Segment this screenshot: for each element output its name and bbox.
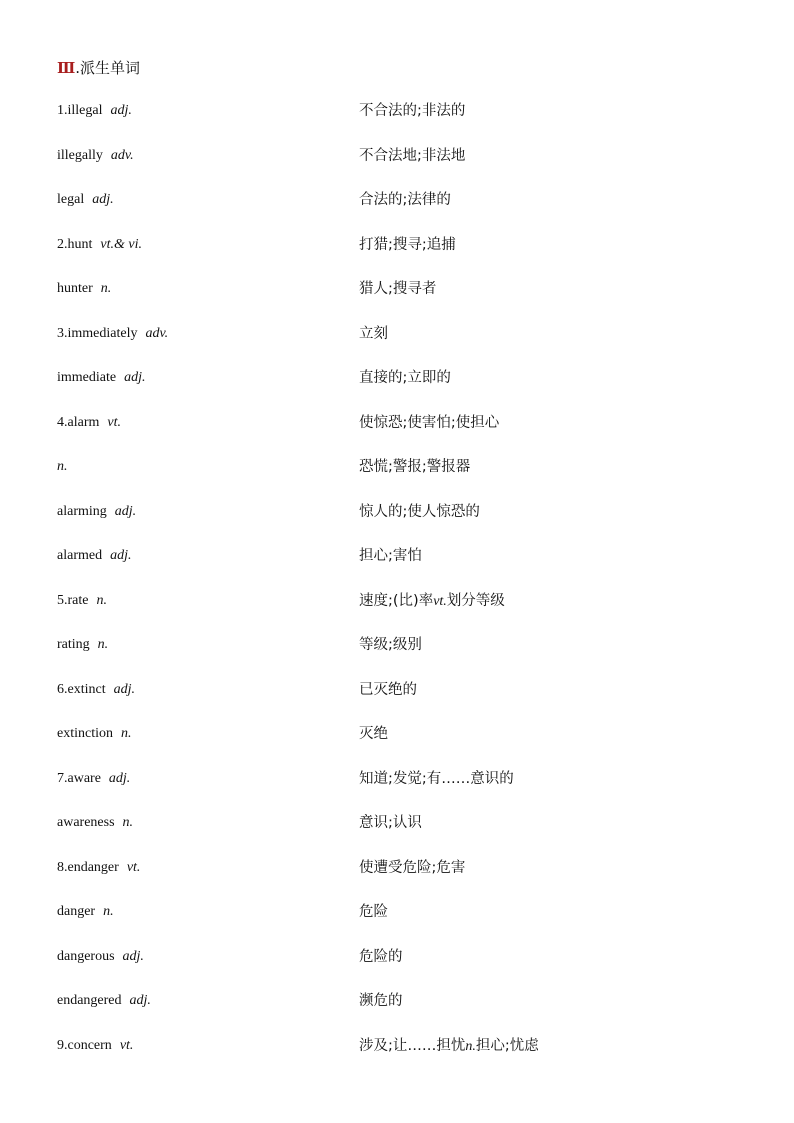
entry-part-of-speech: adj.: [122, 948, 144, 964]
vocabulary-entry: [57, 499, 757, 544]
entry-meaning: 合法的;法律的: [359, 192, 451, 208]
entry-meaning-cell: [359, 543, 422, 569]
entry-word: alarmed: [57, 548, 103, 563]
entry-word-cell: [57, 365, 145, 391]
entry-meaning-part-of-speech: vt.: [433, 593, 447, 609]
entry-word-cell: [57, 232, 142, 258]
entry-word: alarming: [57, 503, 107, 519]
entry-part-of-speech: adj.: [124, 370, 146, 385]
entry-part-of-speech: n.: [103, 904, 114, 919]
entry-word: 7.aware: [57, 770, 101, 786]
section-numeral: Ⅲ: [57, 61, 76, 77]
section-title-text: .派生单词: [75, 59, 141, 77]
entry-part-of-speech: n.: [97, 637, 109, 652]
entry-meaning-cell: [359, 810, 422, 836]
entry-meaning-cell: [359, 677, 417, 703]
entry-part-of-speech: adj.: [110, 548, 132, 563]
entry-meaning-cell: [359, 632, 422, 658]
entry-part-of-speech: n.: [96, 592, 107, 608]
entry-meaning-cell: [359, 365, 451, 391]
entry-word-cell: [57, 410, 121, 436]
entry-meaning-cell: [359, 944, 403, 970]
vocabulary-entry: [57, 588, 757, 633]
entry-meaning-cell: [359, 1033, 539, 1060]
entry-word: 6.extinct: [57, 681, 106, 697]
vocabulary-entry: [57, 810, 757, 855]
entry-meaning-cell: [359, 232, 456, 258]
section-heading: [57, 57, 140, 80]
entry-meaning-extra: 担心;忧虑: [475, 1037, 539, 1054]
entry-meaning-cell: [359, 143, 465, 169]
entry-meaning: 灭绝: [359, 726, 388, 742]
entry-part-of-speech: adv.: [145, 325, 169, 341]
entry-word: dangerous: [57, 948, 115, 964]
entry-meaning: 担心;害怕: [359, 548, 422, 564]
entry-word: extinction: [57, 726, 113, 741]
entry-part-of-speech: vt.: [107, 414, 121, 430]
entry-word: 2.hunt: [57, 236, 93, 252]
entry-word-cell: [57, 899, 114, 925]
entry-part-of-speech: adj.: [92, 192, 114, 207]
entry-part-of-speech: n.: [57, 459, 68, 474]
entry-part-of-speech: adj.: [114, 503, 137, 519]
entry-meaning: 惊人的;使人惊恐的: [359, 503, 480, 520]
entry-meaning-cell: [359, 410, 499, 436]
entry-word-cell: [57, 143, 134, 169]
entry-meaning: 不合法地;非法地: [359, 147, 466, 164]
entry-word-cell: [57, 988, 151, 1014]
entry-word: 9.concern: [57, 1037, 112, 1053]
entry-part-of-speech: vt.& vi.: [100, 236, 142, 252]
entry-meaning-extra: 划分等级: [446, 592, 505, 609]
vocabulary-entry: [57, 365, 757, 410]
entry-word: endangered: [57, 993, 122, 1008]
vocabulary-entry: [57, 543, 757, 588]
vocabulary-entry: [57, 988, 757, 1033]
vocabulary-list: [57, 98, 757, 1077]
entry-part-of-speech: n.: [121, 726, 132, 741]
entry-word: 8.endanger: [57, 859, 119, 875]
entry-meaning-cell: [359, 855, 465, 881]
vocabulary-entry: [57, 410, 757, 455]
entry-meaning-cell: [359, 187, 451, 213]
vocabulary-entry: [57, 766, 757, 811]
vocabulary-entry: [57, 721, 757, 766]
entry-word-cell: [57, 588, 107, 614]
entry-part-of-speech: adj.: [108, 770, 131, 786]
entry-word-cell: [57, 855, 140, 881]
entry-word: 3.immediately: [57, 325, 138, 341]
entry-meaning: 直接的;立即的: [359, 370, 451, 386]
entry-meaning-cell: [359, 321, 388, 347]
entry-word-cell: [57, 187, 114, 213]
entry-part-of-speech: vt.: [126, 859, 141, 875]
entry-meaning-cell: [359, 988, 403, 1014]
vocabulary-entry: [57, 632, 757, 677]
entry-meaning: 不合法的;非法的: [359, 103, 466, 119]
vocabulary-entry: [57, 232, 757, 277]
entry-word: awareness: [57, 815, 115, 830]
entry-word: 4.alarm: [57, 414, 100, 430]
entry-word: immediate: [57, 370, 117, 385]
vocabulary-entry: [57, 143, 757, 188]
entry-meaning-part-of-speech: n.: [465, 1038, 476, 1054]
entry-meaning: 危险的: [359, 948, 403, 965]
vocabulary-entry: [57, 454, 757, 499]
entry-part-of-speech: n.: [122, 815, 134, 830]
entry-meaning: 速度;(比)率: [359, 592, 434, 609]
entry-word: rating: [57, 637, 90, 652]
vocabulary-entry: [57, 944, 757, 989]
entry-meaning: 立刻: [359, 325, 388, 342]
vocabulary-entry: [57, 98, 757, 143]
entry-meaning: 已灭绝的: [359, 681, 417, 698]
entry-meaning: 打猎;搜寻;追捕: [359, 236, 456, 253]
entry-word-cell: [57, 499, 136, 525]
entry-part-of-speech: adj.: [110, 103, 132, 118]
entry-word: legal: [57, 192, 85, 207]
entry-word: 5.rate: [57, 592, 89, 608]
entry-meaning: 使惊恐;使害怕;使担心: [359, 414, 500, 431]
entry-meaning: 涉及;让……担忧: [359, 1037, 466, 1054]
entry-meaning: 濒危的: [359, 993, 403, 1009]
entry-meaning-cell: [359, 766, 514, 792]
vocabulary-entry: [57, 187, 757, 232]
entry-word: illegally: [57, 147, 103, 163]
vocabulary-entry: [57, 899, 757, 944]
entry-word-cell: [57, 1033, 133, 1059]
vocabulary-entry: [57, 855, 757, 900]
entry-meaning-cell: [359, 899, 388, 925]
entry-part-of-speech: adj.: [129, 993, 151, 1008]
entry-part-of-speech: adv.: [110, 147, 134, 163]
entry-word-cell: [57, 276, 111, 302]
entry-word: danger: [57, 904, 96, 919]
entry-word-cell: [57, 721, 132, 747]
entry-meaning: 危险: [359, 904, 388, 920]
entry-part-of-speech: adj.: [113, 681, 135, 697]
entry-part-of-speech: vt.: [119, 1037, 134, 1053]
entry-meaning: 知道;发觉;有……意识的: [359, 770, 514, 787]
entry-word-cell: [57, 543, 131, 569]
entry-meaning-cell: [359, 721, 388, 747]
entry-word-cell: [57, 766, 130, 792]
vocabulary-entry: [57, 276, 757, 321]
entry-word-cell: [57, 632, 108, 658]
entry-meaning-cell: [359, 499, 480, 525]
entry-meaning: 使遭受危险;危害: [359, 859, 466, 876]
entry-meaning: 等级;级别: [359, 637, 422, 653]
vocabulary-entry: [57, 1033, 757, 1078]
entry-word-cell: [57, 677, 135, 703]
entry-meaning: 猎人;搜寻者: [359, 281, 437, 297]
entry-word-cell: [57, 454, 68, 480]
entry-word-cell: [57, 944, 144, 970]
entry-word: 1.illegal: [57, 103, 103, 118]
vocabulary-entry: [57, 677, 757, 722]
entry-meaning-cell: [359, 98, 465, 124]
entry-word-cell: [57, 321, 168, 347]
entry-word-cell: [57, 98, 132, 124]
entry-meaning: 意识;认识: [359, 815, 422, 831]
vocabulary-entry: [57, 321, 757, 366]
entry-word: hunter: [57, 281, 93, 296]
entry-meaning-cell: [359, 588, 505, 615]
entry-part-of-speech: n.: [100, 281, 112, 296]
entry-meaning: 恐慌;警报;警报器: [359, 459, 471, 475]
entry-meaning-cell: [359, 454, 470, 480]
entry-meaning-cell: [359, 276, 436, 302]
entry-word-cell: [57, 810, 133, 836]
